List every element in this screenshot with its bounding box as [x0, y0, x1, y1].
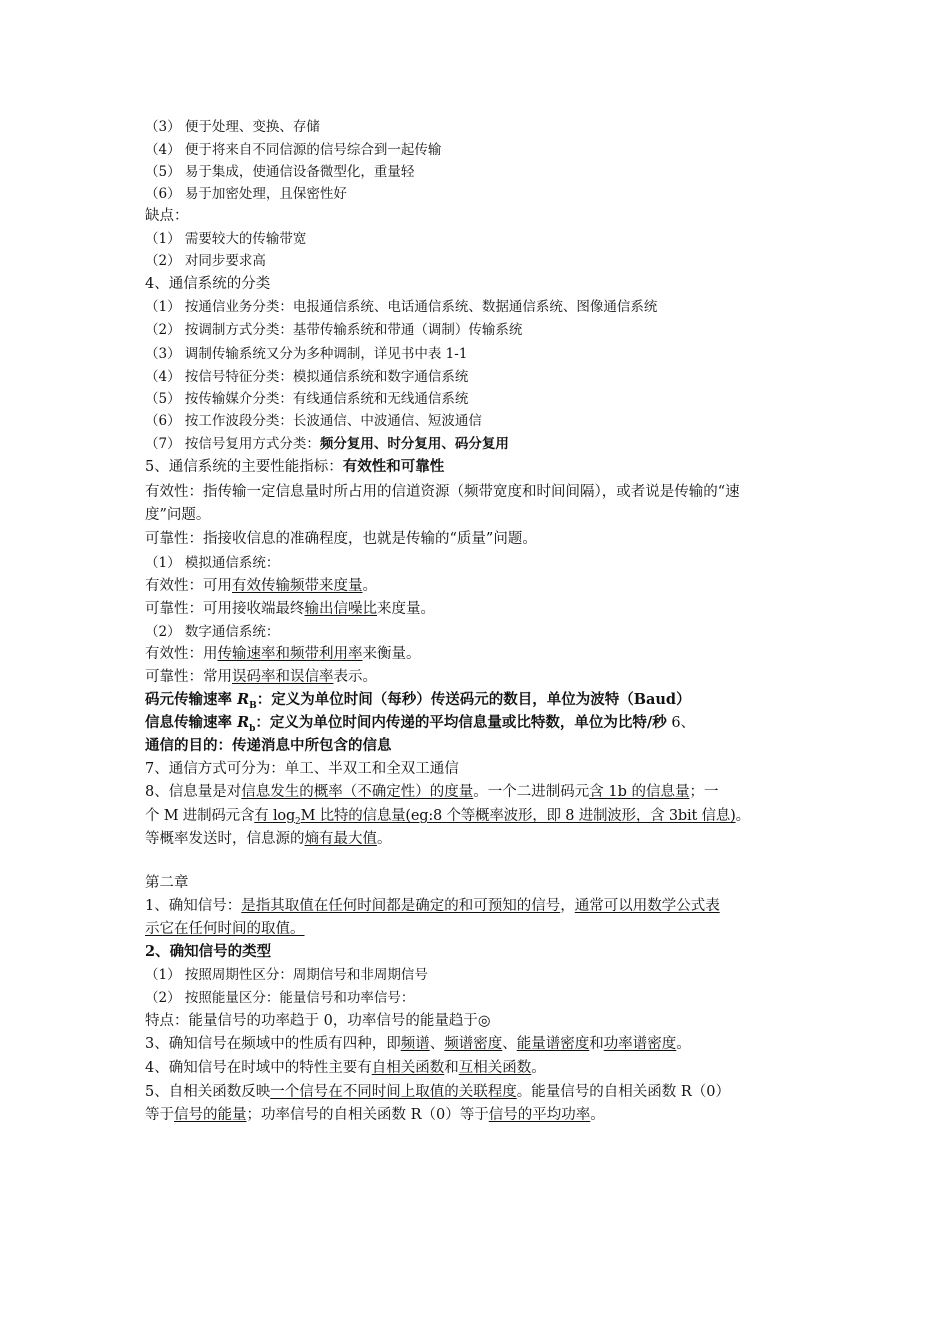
text-line [145, 1034, 825, 1054]
text-line: （5） 按传输媒介分类：有线通信系统和无线通信系统 [145, 391, 469, 407]
section-heading: 4、通信系统的分类 [145, 276, 271, 292]
underlined-run: 频谱密度 [444, 1036, 503, 1052]
text-line: （6） 易于加密处理，且保密性好 [145, 186, 347, 202]
section-heading: 2、确知信号的类型 [145, 943, 272, 960]
text-line: （4） 按信号特征分类：模拟通信系统和数字通信系统 [145, 369, 469, 385]
text-run: 。一个二进制码元 [473, 784, 590, 800]
underlined-run: 功率谱密度 [603, 1036, 677, 1052]
text-line [145, 667, 825, 687]
underlined-run: 是指其取值在任何时间都是确定的和可预知的信号 [241, 898, 561, 914]
text-line: 有效性：指传输一定信息量时所占用的信道资源（频带宽度和时间间隔），或者说是传输的“速 [145, 484, 740, 500]
text-run: 等于 [145, 1107, 174, 1123]
bold-run: 有效性和可靠性 [342, 458, 445, 475]
underlined-run: 通常可以用数学公式表 [574, 898, 720, 914]
underlined-run: 信号的平均功率 [488, 1107, 591, 1123]
text-run: 。 [735, 808, 750, 824]
text-line: （2） 数字通信系统： [145, 624, 280, 640]
text-run: 有效性：可用 [145, 578, 232, 594]
text-run: ， [560, 898, 575, 914]
text-run: 8、信息量是对 [145, 784, 242, 800]
text-line [145, 1105, 825, 1125]
text-run: 、 [429, 1036, 445, 1052]
underlined-run: 误码率和误信率 [232, 669, 334, 685]
text-line [145, 434, 825, 454]
symbol-run: R [237, 714, 250, 731]
text-run: 信息传输速率 [145, 714, 238, 731]
text-run: 有效性：用 [145, 646, 218, 662]
text-run: 有 log [254, 808, 296, 824]
text-line: （5） 易于集成，使通信设备微型化，重量轻 [145, 164, 415, 180]
text-line: （3） 调制传输系统又分为多种调制，详见书中表 1-1 [145, 346, 468, 362]
text-run: 来衡量。 [362, 646, 421, 662]
underlined-run: 熵有最大值 [304, 831, 377, 847]
text-run: 。 [362, 578, 377, 594]
text-line: （3） 便于处理、变换、存储 [145, 119, 320, 135]
symbol-run: R [237, 691, 250, 708]
underlined-run: 有效传输频带来度量 [232, 578, 363, 594]
underlined-run: 能量谱密度 [516, 1036, 590, 1052]
text-line [145, 829, 825, 849]
text-line: （2） 按照能量区分：能量信号和功率信号： [145, 990, 415, 1006]
text-line: 缺点： [145, 208, 189, 224]
text-run: 。能量信号的自相关函数 R（0） [516, 1084, 730, 1100]
text-run: 来度量。 [377, 601, 435, 617]
text-line [145, 644, 825, 664]
chapter-title: 第二章 [145, 875, 189, 891]
text-run: ；一 [689, 784, 719, 800]
text-run: 。 [531, 1060, 546, 1076]
text-run: 4、确知信号在时域中的特性主要有 [145, 1060, 372, 1076]
text-run: 。 [377, 831, 392, 847]
underlined-run: 传输速率和频带利用率 [217, 646, 363, 662]
underlined-run: 信息发生的概率（不确定性）的度量 [241, 784, 474, 800]
underlined-run: 互相关函数 [458, 1060, 532, 1076]
text-line: （2） 对同步要求高 [145, 253, 266, 269]
text-run: 6、 [666, 715, 696, 731]
definition-line: 通信的目的：传递消息中所包含的信息 [145, 737, 392, 754]
text-line [145, 1058, 825, 1078]
text-line: 7、通信方式可分为：单工、半双工和全双工通信 [145, 761, 459, 777]
underlined-run: 含 1b 的信息量 [589, 784, 690, 800]
text-run: 1、确知信号： [145, 898, 242, 914]
text-line [145, 782, 825, 802]
text-run: 码元传输速率 [145, 691, 238, 708]
subscript: 2 [295, 816, 301, 827]
text-run: 和 [444, 1060, 459, 1076]
underlined-run: 自相关函数 [371, 1060, 445, 1076]
text-line: （1） 模拟通信系统： [145, 555, 280, 571]
text-run: ：定义为单位时间内传递的平均信息量或比特数，单位为比特/秒 [255, 714, 667, 731]
text-run: 个 M 进制码元含 [145, 808, 255, 824]
text-line [145, 576, 825, 596]
text-run: 等概率发送时，信息源的 [145, 831, 305, 847]
underlined-run: 示它在任何时间的取值。 [145, 921, 305, 937]
text-run: 可靠性：可用接收端最终 [145, 601, 305, 617]
text-run: 。 [590, 1107, 605, 1123]
text-run: 表示。 [333, 669, 377, 685]
underlined-run [254, 808, 736, 827]
text-line [145, 919, 825, 939]
text-line [145, 1082, 825, 1102]
text-line: （4） 便于将来自不同信源的信号综合到一起传输 [145, 142, 442, 158]
text-run: ：定义为单位时间（每秒）传送码元的数目，单位为波特（Baud） [256, 691, 691, 708]
text-run: M 比特的信息量(eg:8 个等概率波形，即 8 进制波形，含 3bit 信息) [300, 808, 736, 824]
text-line: （2） 按调制方式分类：基带传输系统和带通（调制）传输系统 [145, 322, 523, 338]
text-line [145, 806, 825, 826]
text-run: 。 [676, 1036, 691, 1052]
text-line: （1） 按通信业务分类：电报通信系统、电话通信系统、数据通信系统、图像通信系统 [145, 299, 658, 315]
underlined-run: 一个信号在不同时间上取值的关联程度 [270, 1084, 517, 1100]
text-line: （1） 按照周期性区分：周期信号和非周期信号 [145, 967, 428, 983]
text-run: 和 [589, 1036, 604, 1052]
definition-line [145, 690, 825, 710]
text-line: 度”问题。 [145, 507, 211, 523]
text-run: 3、确知信号在频域中的性质有四种，即 [145, 1036, 401, 1052]
underlined-run: 频谱 [400, 1036, 430, 1052]
text-line [145, 599, 825, 619]
text-line [145, 896, 825, 916]
underlined-run: 输出信噪比 [304, 601, 377, 617]
text-line: 特点：能量信号的功率趋于 0，功率信号的能量趋于◎ [145, 1013, 491, 1029]
text-run: （7） 按信号复用方式分类： [145, 436, 320, 452]
text-line: （1） 需要较大的传输带宽 [145, 231, 307, 247]
text-run: 可靠性：常用 [145, 669, 232, 685]
text-run: 5、通信系统的主要性能指标： [145, 459, 343, 475]
text-line: （6） 按工作波段分类：长波通信、中波通信、短波通信 [145, 413, 482, 429]
text-run: 5、自相关函数反映 [145, 1084, 271, 1100]
text-run: 、 [502, 1036, 517, 1052]
subscript: B [249, 700, 257, 711]
text-line: 可靠性：指接收信息的准确程度，也就是传输的“质量”问题。 [145, 531, 537, 547]
section-heading [145, 457, 825, 477]
text-run: ；功率信号的自相关函数 R（0）等于 [246, 1107, 489, 1123]
bold-run: 频分复用、时分复用、码分复用 [319, 436, 509, 452]
definition-line [145, 713, 825, 733]
underlined-run: 信号的能量 [174, 1107, 247, 1123]
subscript: b [249, 723, 256, 734]
